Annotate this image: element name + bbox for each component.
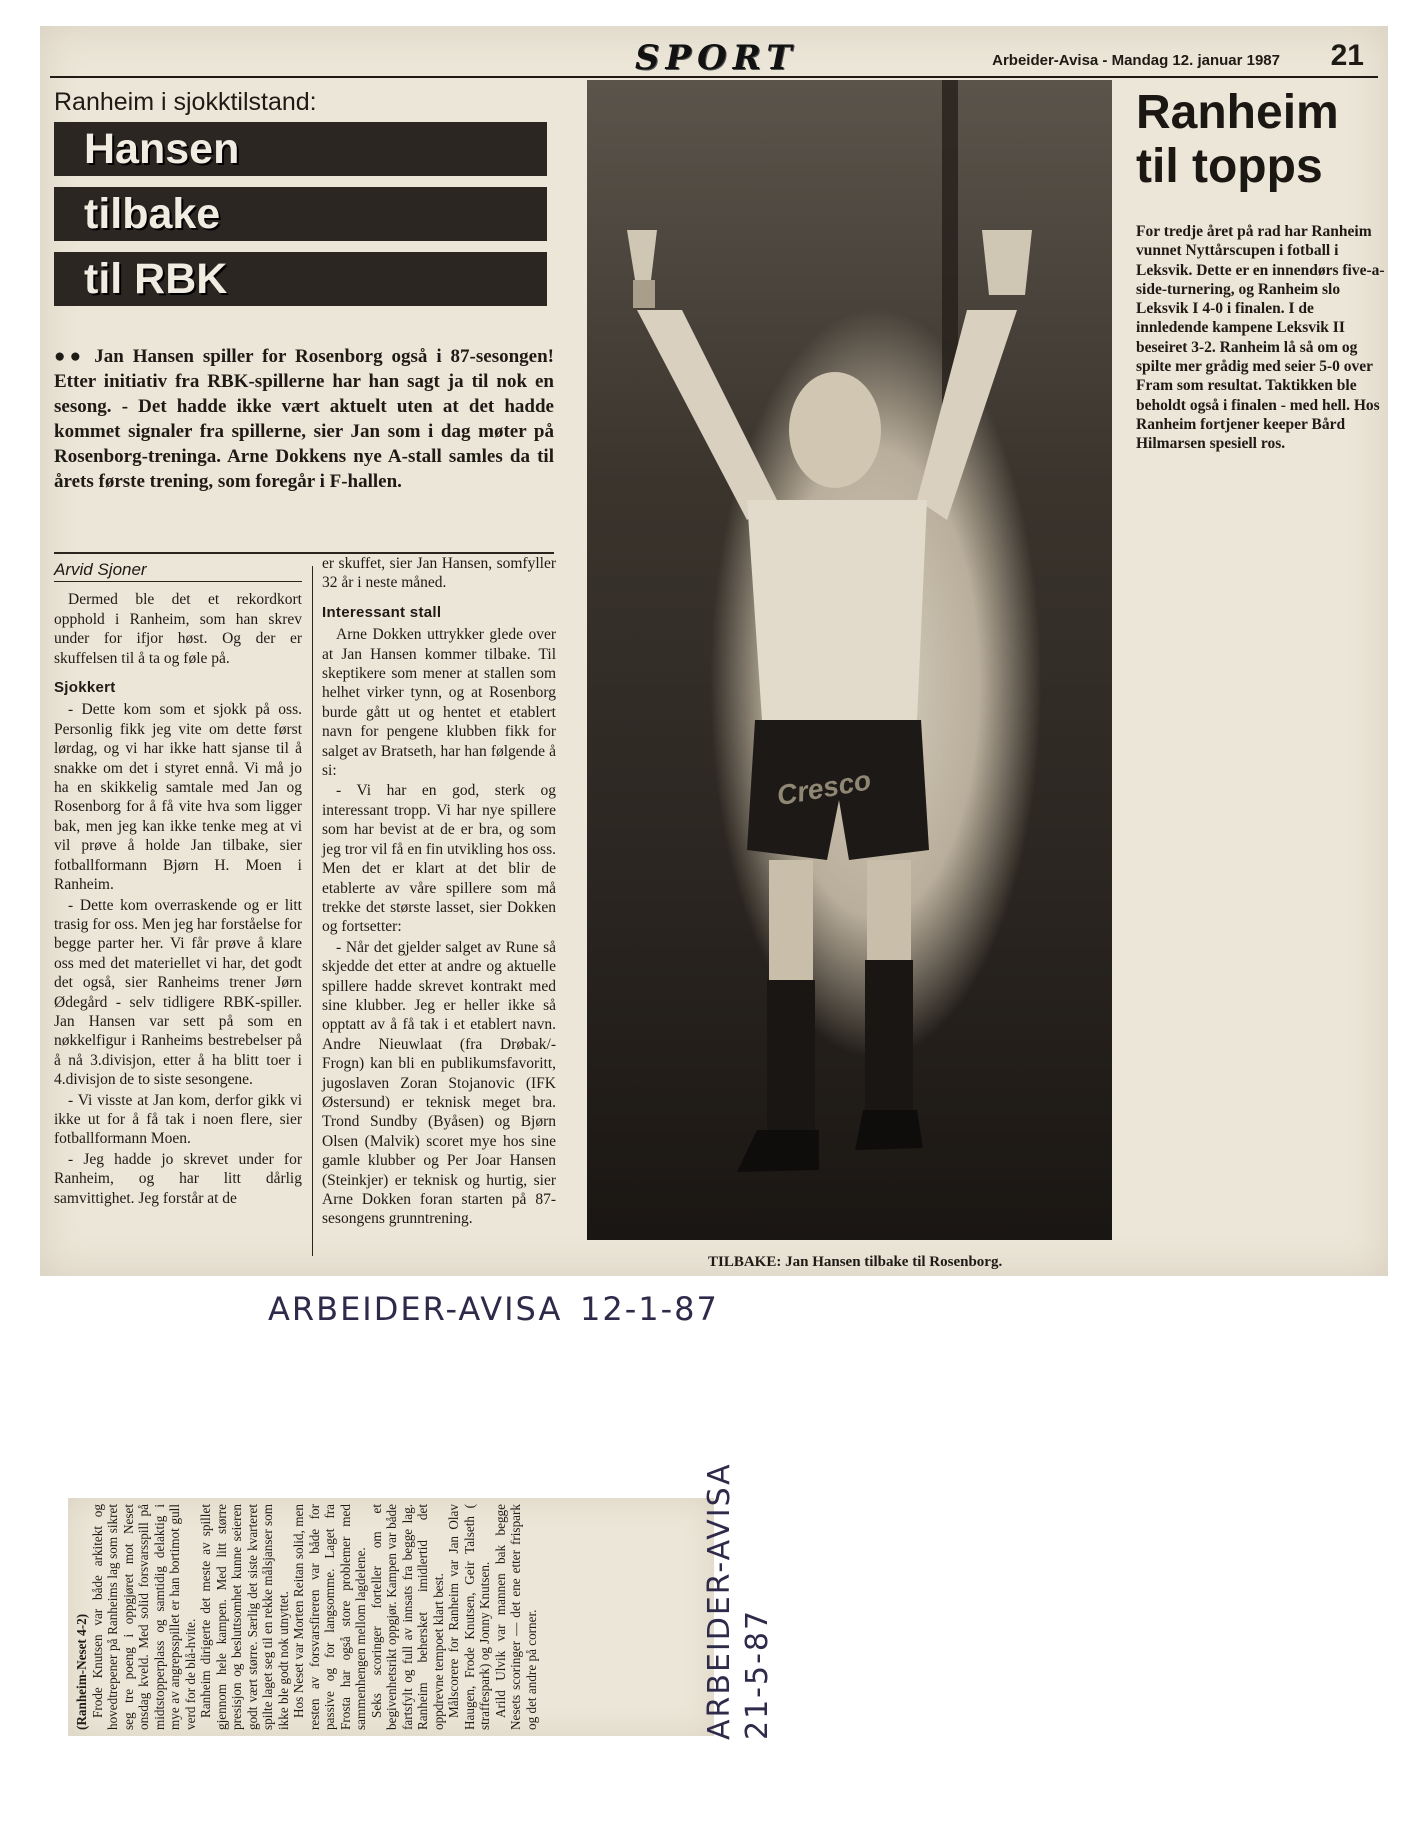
paragraph: Dermed ble det et rekordkort opphold i Ranheim, som han skrev under for ifjor høst. Og der er skuffelsen til å ta og føle på. [54, 591, 302, 667]
handwritten-source-2: ARBEIDER-AVISA [702, 1462, 737, 1740]
clipping-2-column [74, 1504, 539, 1730]
newspaper-clipping-main [40, 26, 1388, 1276]
sidebar-headline [1136, 86, 1339, 194]
paragraph: er skuffet, sier Jan Hansen, somfyller 32 år i neste måned. [322, 555, 556, 592]
paragraph: - Vi visste at Jan kom, derfor gikk vi ikke ut for å få tak i noen flere, sier fotballformann Moen. [54, 1091, 302, 1148]
article-column-1 [54, 560, 302, 1209]
page-number: 21 [1330, 39, 1364, 72]
article-kicker: Ranheim i sjokktilstand: [54, 88, 317, 116]
subheading-interessant-stall: Interessant stall [322, 603, 442, 621]
sidebar-headline-line-1: Ranheim [1136, 86, 1339, 139]
player-silhouette [587, 80, 1112, 1240]
article-lead: ●● Jan Hansen spiller for Rosenborg også i 87-sesongen! Etter initiativ fra RBK-spillerne har han sagt ja til nok en sesong. - Det hadde ikke vært aktuelt uten at det hadde kommet signaler fra spillerne, sier Jan som i dag møter på Rosenborg-treninga. Arne Dokkens nye A-stall samles da til årets første trening, som foregår i F-hallen. [54, 346, 554, 492]
headline-line-2: tilbake [54, 187, 547, 241]
byline: Arvid Sjoner [54, 560, 302, 582]
paragraph: - Vi har en god, sterk og interessant tropp. Vi har nye spillere som har bevist at de er bra, og som jeg tror vil få en fin utvikling hos oss. Men det er klart at det blir de etablerte av våre spillere som må trekke det største lasset, sier Dokken og fortsetter: [322, 782, 556, 936]
issue-line: Arbeider-Avisa - Mandag 12. januar 1987 [992, 52, 1280, 69]
sidebar-body: For tredje året på rad har Ranheim vunnet Nyttårscupen i fotball i Leksvik. Dette er en innendørs five-a-side-turnering, og Ranheim slo Leksvik I 4-0 i finalen. I de innledende kampene Leksvik II beseiret 3-2. Ranheim lå så om og spilte mer grådig med seier 5-0 over Fram som resultat. Taktikken ble beholdt også i finalen - med hell. Hos Ranheim fortjener keeper Bård Hilmarsen spesiell ros. [1136, 223, 1385, 453]
clipping-2-title: (Ranheim-Neset 4-2) [74, 1613, 89, 1730]
headline-line-3: til RBK [54, 252, 547, 306]
handwritten-date-1: 12-1-87 [580, 1290, 719, 1328]
article-column-2 [322, 554, 556, 1230]
paragraph: Arild Ulvik var mannen bak begge Nesets scoringer — det ene etter frispark og det andre på corner. [492, 1504, 539, 1730]
column-divider [312, 566, 313, 1256]
sidebar-headline-line-2: til topps [1136, 140, 1323, 193]
paragraph: Arne Dokken uttrykker glede over at Jan Hansen kommer tilbake. Til skeptikere som mener at stallen som helhet virker tynn, og at Rosenborg burde gått ut og hentet et etablert navn for pengene klubben fikk for salget av Bratseth, har han følgende å si: [322, 626, 556, 780]
paragraph: Hos Neset var Morten Reitan solid, men resten av forsvarsfireren var både for passive og for langsomme. Laget fra Frosta har også store problemer med sammenhengen mellom lagdelene. [291, 1504, 368, 1730]
paragraph: - Dette kom overraskende og er litt trasig for oss. Men jeg har forståelse for begge parter her. Vi får prøve å klare oss med det materiellet vi har, det godt det også, sier Ranheims trener Jørn Ødegård - selv tidligere RBK-spiller. Jan Hansen var sett på som en nøkkelfigur i Ranheims bestrebelser på å nå 3.divisjon, etter å ha blitt toer i 4.divisjon de to siste sesongene. [54, 896, 302, 1089]
paragraph: Målscorere for Ranheim var Jan Olav Haugen, Frode Knutsen, Geir Talseth ( straffespark) og Jonny Knutsen. [446, 1504, 492, 1730]
paragraph: - Jeg hadde jo skrevet under for Ranheim, og har litt dårlig samvittighet. Jeg forstår at de [54, 1150, 302, 1207]
newspaper-clipping-2 [68, 1498, 714, 1736]
section-logo: SPORT [635, 38, 798, 78]
headline-line-1: Hansen [54, 122, 547, 176]
subheading-sjokkert: Sjokkert [54, 679, 116, 697]
svg-text:Cresco: Cresco [774, 764, 874, 812]
photo-caption: TILBAKE: Jan Hansen tilbake til Rosenborg. [708, 1254, 1003, 1270]
handwritten-date-2: 21-5-87 [740, 1608, 775, 1740]
masthead [50, 34, 1378, 78]
paragraph: - Når det gjelder salget av Rune så skjedde det etter at andre og aktuelle spillere hadde skrevet kontrakt med sine klubber. Jeg er heller ikke så opptatt av å få tak i et etablert navn. Andre Nieuwlaat (fra Drøbak/-Frogn) kan bli en publikumsfavoritt, jugoslaven Zoran Stojanovic (IFK Østersund) er teknisk meget bra. Trond Sundby (Byåsen) og Bjørn Olsen (Malvik) scoret mye hos sine gamle klubber og Per Joar Hansen (Steinkjer) er teknisk og hurtig, sier Arne Dokken foran starten på 87-sesongens grunntrening. [322, 938, 556, 1228]
handwritten-source-1: ARBEIDER-AVISA [268, 1290, 563, 1328]
player-photo [587, 80, 1112, 1240]
paragraph: - Dette kom som et sjokk på oss. Personlig fikk jeg vite om dette først lørdag, og vi har ikke hatt sjanse til å snakke om det i styret ennå. Vi må jo ha en skikkelig samtale med Jan og Rosenborg for å få vite hva som ligger bak, men jeg kan ikke tenke meg at vi vil prøve å holde Jan tilbake, sier fotballformann Bjørn H. Moen i Ranheim. [54, 701, 302, 894]
paragraph: Frode Knutsen var både arkitekt og hovedtrepener på Ranheims lag som sikret seg tre poeng i oppgjøret mot Neset onsdag kveld. Med solid forsvarsspill på midtstopperplass og samtidig delaktig i mye av angrepsspillet er han bortimot gull verd for de blå-hvite. [89, 1504, 198, 1730]
clipping-2-text [68, 1498, 714, 1736]
paragraph: Seks scoringer forteller om et begivenhetsrikt oppgjør. Kampen var både fartsfylt og full av innsats fra begge lag. Ranheim behersket imidlertid det oppdrevne tempoet klart best. [368, 1504, 446, 1730]
paragraph: Ranheim dirigerte det meste av spillet gjennom hele kampen. Med litt større presisjon og besluttsomhet kunne seieren godt vært større. Særlig det siste kvarteret spilte laget seg til en rekke målsjanser som ikke ble godt nok utnyttet. [198, 1504, 291, 1730]
